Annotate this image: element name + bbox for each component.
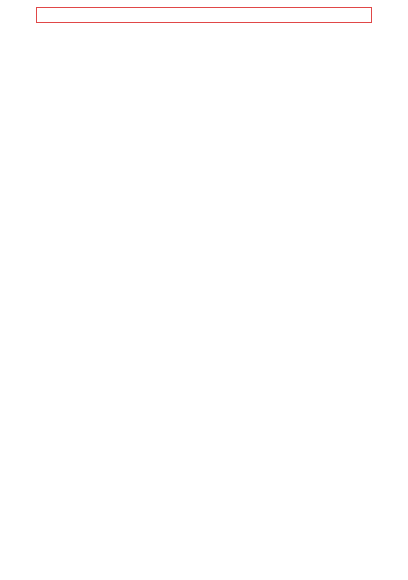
document-body bbox=[28, 98, 380, 101]
top-banner bbox=[0, 0, 408, 34]
banner-notice[interactable] bbox=[36, 7, 372, 23]
contact-footer bbox=[0, 546, 408, 566]
